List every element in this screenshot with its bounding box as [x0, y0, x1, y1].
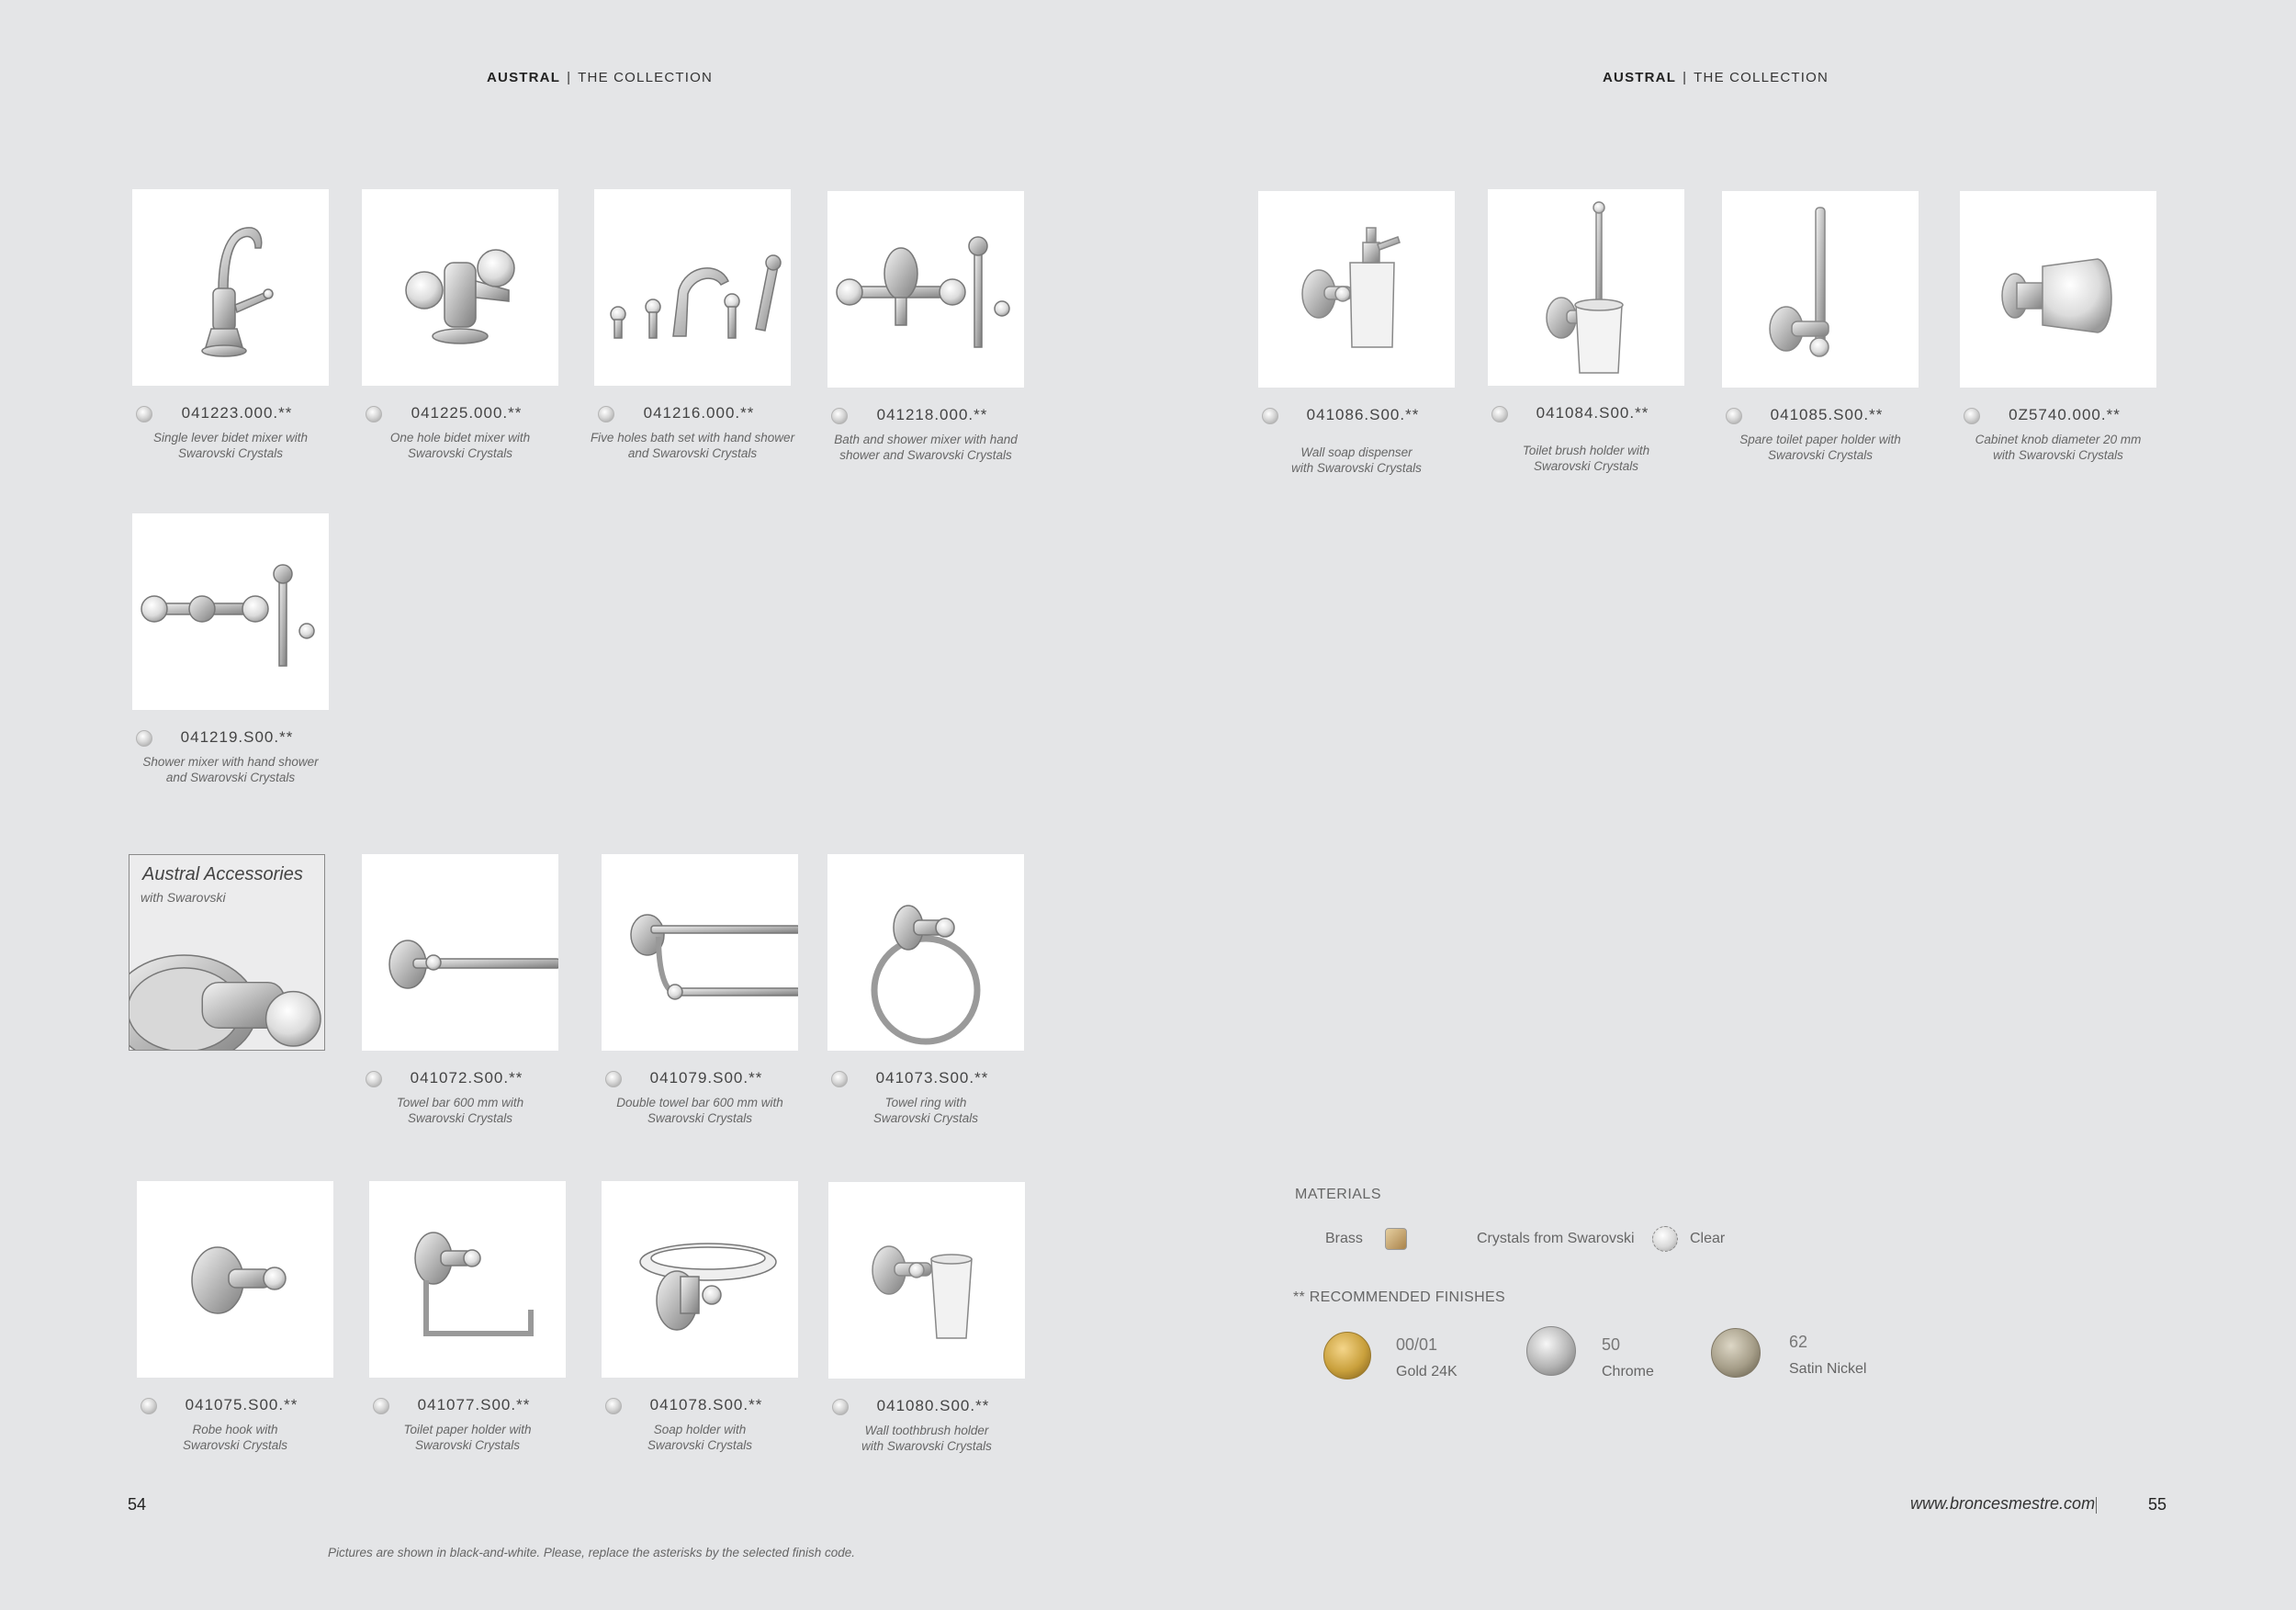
product-image	[827, 854, 1024, 1051]
product-description: Shower mixer with hand shower and Swarovski Crystals	[142, 755, 319, 784]
product-image	[1488, 189, 1684, 386]
footer-divider	[2096, 1497, 2097, 1514]
product-description: Single lever bidet mixer with Swarovski Crystals	[152, 431, 309, 460]
website-link[interactable]: www.broncesmestre.com	[1910, 1494, 2096, 1513]
finish-name: Chrome	[1602, 1364, 1654, 1379]
finish-code: 50	[1602, 1335, 1621, 1354]
accessories-title-brand: Austral	[142, 864, 200, 884]
product-code: 041077.S00.**	[417, 1396, 531, 1413]
product-code: 041073.S00.**	[875, 1069, 989, 1086]
product-code: 041072.S00.**	[410, 1069, 523, 1086]
product-description: Toilet brush holder with Swarovski Crystals	[1522, 444, 1650, 473]
materials-heading: MATERIALS	[1295, 1187, 1381, 1202]
gold-finish-icon	[1323, 1332, 1371, 1379]
product-image	[369, 1181, 566, 1378]
header-section: THE COLLECTION	[1694, 70, 1829, 85]
page-number-left: 54	[128, 1495, 147, 1514]
product-description: Robe hook with Swarovski Crystals	[182, 1423, 288, 1452]
material-crystals-label: Crystals from Swarovski	[1477, 1231, 1635, 1246]
product-code: 041080.S00.**	[876, 1397, 990, 1414]
satin-nickel-finish-icon	[1711, 1328, 1761, 1378]
product-image	[602, 1181, 798, 1378]
footnote: Pictures are shown in black-and-white. Please, replace the asterisks by the selected finish code.	[328, 1546, 856, 1559]
product-code: 041075.S00.**	[185, 1396, 298, 1413]
product-code: 041078.S00.**	[649, 1396, 763, 1413]
product-image	[132, 513, 329, 710]
page-header-left	[487, 70, 713, 85]
product-code: 041219.S00.**	[180, 728, 294, 746]
product-description: Five holes bath set with hand shower and Swarovski Crystals	[590, 431, 795, 460]
finish-name: Gold 24K	[1396, 1364, 1458, 1379]
product-code: 0Z5740.000.**	[2009, 406, 2121, 423]
page-header-right	[1603, 70, 1829, 85]
product-description: Towel ring with Swarovski Crystals	[872, 1096, 979, 1125]
material-brass-label: Brass	[1325, 1231, 1363, 1246]
page-number-right: 55	[2148, 1495, 2167, 1514]
product-description: Double towel bar 600 mm with Swarovski Crystals	[616, 1096, 783, 1125]
product-description: Wall toothbrush holder with Swarovski Crystals	[861, 1424, 992, 1453]
product-description: Bath and shower mixer with hand shower and Swarovski Crystals	[834, 433, 1018, 462]
product-code: 041086.S00.**	[1306, 406, 1420, 423]
header-separator: |	[1683, 70, 1688, 85]
product-code: 041223.000.**	[181, 404, 293, 422]
accessories-title	[142, 864, 303, 885]
product-image	[132, 189, 329, 386]
product-image	[828, 1182, 1025, 1379]
product-description: Spare toilet paper holder with Swarovski Crystals	[1739, 433, 1901, 462]
product-image	[827, 191, 1024, 388]
brass-swatch-icon	[1385, 1228, 1407, 1250]
accessories-subtitle: with Swarovski	[141, 890, 226, 905]
product-image	[362, 189, 558, 386]
finish-code: 62	[1789, 1333, 1808, 1351]
product-image	[1722, 191, 1919, 388]
product-description: Toilet paper holder with Swarovski Crystals	[403, 1423, 532, 1452]
header-section: THE COLLECTION	[578, 70, 713, 85]
accessories-title-rest: Accessories	[199, 864, 303, 884]
product-code: 041218.000.**	[876, 406, 988, 423]
product-description: One hole bidet mixer with Swarovski Crystals	[389, 431, 531, 460]
header-brand: AUSTRAL	[1603, 70, 1677, 85]
product-image	[1960, 191, 2156, 388]
finish-name: Satin Nickel	[1789, 1361, 1867, 1377]
product-code: 041079.S00.**	[649, 1069, 763, 1086]
crystal-swatch-icon	[1652, 1226, 1678, 1252]
product-image	[594, 189, 791, 386]
product-description: Wall soap dispenser with Swarovski Crystals	[1291, 445, 1422, 475]
product-description: Towel bar 600 mm with Swarovski Crystals	[396, 1096, 524, 1125]
chrome-finish-icon	[1526, 1326, 1576, 1376]
finish-code: 00/01	[1396, 1335, 1438, 1354]
accessories-feature	[129, 854, 325, 1051]
product-image	[362, 854, 558, 1051]
product-image	[1258, 191, 1455, 388]
product-description: Cabinet knob diameter 20 mm with Swarovski Crystals	[1975, 433, 2142, 462]
header-separator: |	[567, 70, 572, 85]
finishes-heading: ** RECOMMENDED FINISHES	[1293, 1289, 1505, 1305]
header-brand: AUSTRAL	[487, 70, 561, 85]
product-code: 041216.000.**	[643, 404, 755, 422]
product-code: 041084.S00.**	[1536, 404, 1649, 422]
product-image	[137, 1181, 333, 1378]
material-clear-label: Clear	[1690, 1231, 1726, 1246]
product-code: 041225.000.**	[411, 404, 523, 422]
product-description: Soap holder with Swarovski Crystals	[647, 1423, 753, 1452]
product-code: 041085.S00.**	[1770, 406, 1884, 423]
product-image	[602, 854, 798, 1051]
